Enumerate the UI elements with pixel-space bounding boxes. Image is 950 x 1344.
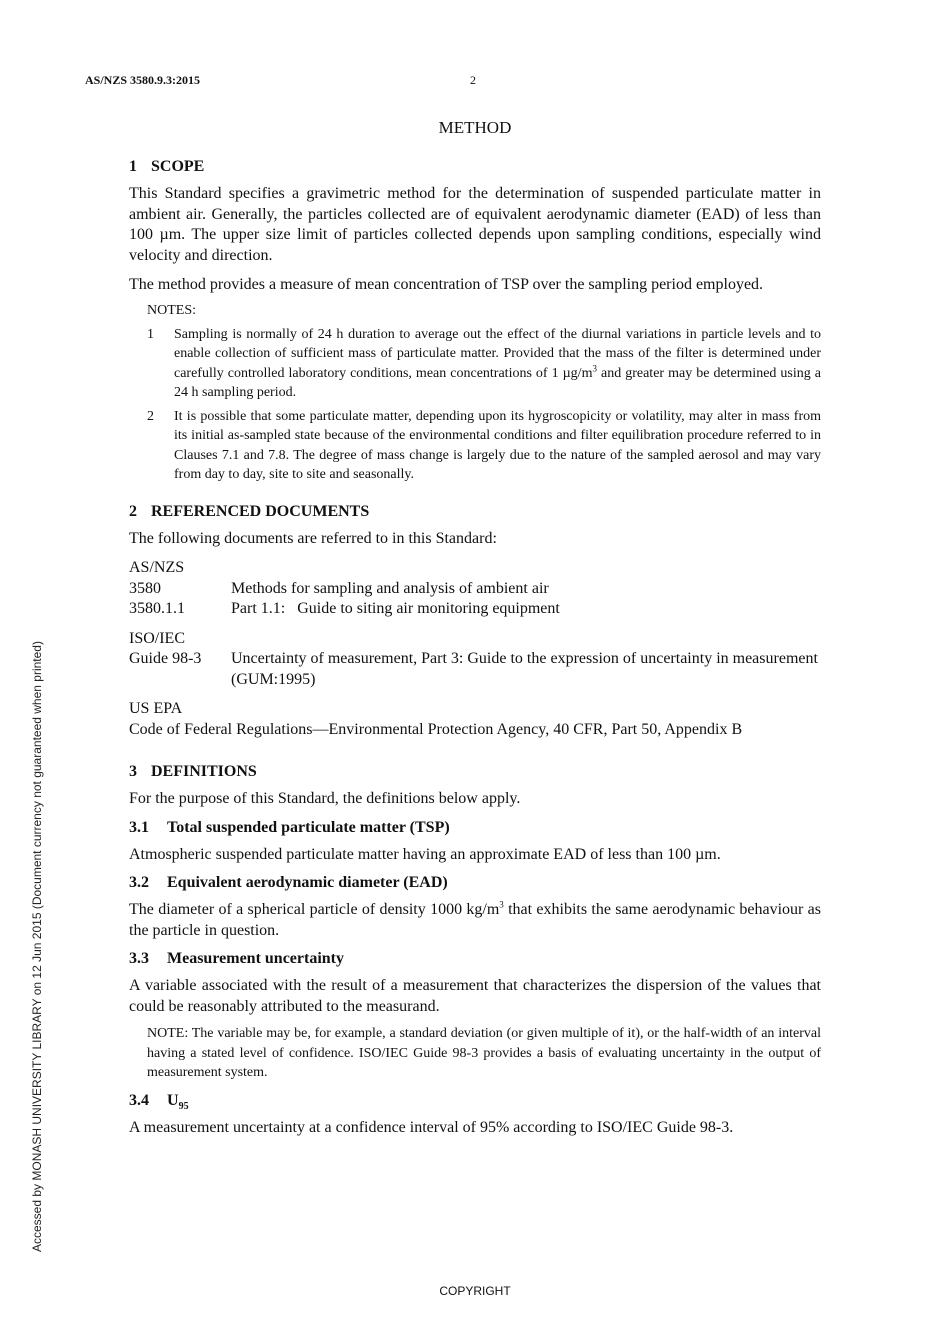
scope-paragraph-2: The method provides a measure of mean concentration of TSP over the sampling period employed. — [129, 276, 764, 293]
section-number: 1 — [129, 158, 137, 175]
references-intro: The following documents are referred to in this Standard: — [129, 529, 497, 547]
note-number: 1 — [147, 326, 154, 342]
definitions-intro: For the purpose of this Standard, the definitions below apply. — [129, 790, 521, 807]
clause-title: Equivalent aerodynamic diameter (EAD) — [167, 874, 448, 891]
reference-row — [129, 599, 821, 620]
clause-number: 3.2 — [129, 874, 149, 891]
reference-org: AS/NZS — [129, 559, 185, 576]
access-watermark: Accessed by MONASH UNIVERSITY LIBRARY on 12 Jun 2015 (Document currency not guaranteed when printed) — [30, 641, 44, 1252]
section-title: REFERENCED DOCUMENTS — [151, 502, 370, 520]
page-number: 2 — [470, 73, 476, 87]
page-body — [129, 118, 821, 1147]
reference-title: Code of Federal Regulations—Environmental Protection Agency, 40 CFR, Part 50, Appendix B — [129, 720, 743, 738]
note-1 — [147, 325, 821, 403]
definition-3-3-text: A variable associated with the result of a measurement that characterizes the dispersion of the values that could be reasonably attributed to the measurand. — [129, 977, 821, 1015]
definition-3-1-text: Atmospheric suspended particulate matter having an approximate EAD of less than 100 µm. — [129, 845, 721, 863]
reference-org: ISO/IEC — [129, 629, 185, 647]
clause-number: 3.3 — [129, 950, 149, 967]
section-2-heading — [129, 503, 821, 521]
reference-group-asnzs — [129, 558, 821, 620]
definition-3-2-heading — [129, 874, 821, 892]
clause-title: Measurement uncertainty — [167, 950, 344, 967]
note-number: 2 — [147, 408, 154, 424]
section-1-heading — [129, 158, 821, 176]
reference-org: US EPA — [129, 700, 183, 717]
notes-label: NOTES: — [147, 302, 196, 318]
copyright-footer: COPYRIGHT — [439, 1284, 511, 1298]
note-text: Sampling is normally of 24 h duration to average out the effect of the diurnal variations in particle levels and to enable collection of sufficient mass of particulate matter. Provided that the mass of the filter is determined under carefully controlled laboratory conditions, mean concentrations of 1 $\mu g/m^3$ and greater may be determined using a 24 h sampling period. — [174, 326, 821, 400]
reference-row — [129, 649, 821, 690]
section-3-heading — [129, 763, 821, 781]
reference-title: Part 1.1: Guide to siting air monitoring equipment — [231, 600, 560, 617]
definition-3-3-note: NOTE: The variable may be, for example, a standard deviation (or given multiple of it), or the half-width of an interval having a stated level of confidence. ISO/IEC Guide 98-3 provides a basis of evaluating uncertainty in the output of measurement system. — [147, 1026, 821, 1080]
reference-code: 3580.1.1 — [129, 600, 185, 617]
page-title: METHOD — [438, 118, 512, 137]
section-number: 3 — [129, 763, 137, 780]
definition-3-4-heading — [129, 1092, 821, 1110]
definition-3-2-text: The diameter of a spherical particle of density 1000 $kg/m^3$ that exhibits the same aerodynamic behaviour as the particle in question. — [129, 899, 821, 939]
clause-number: 3.4 — [129, 1091, 149, 1109]
standard-number: AS/NZS 3580.9.3:2015 — [85, 73, 201, 87]
section-number: 2 — [129, 502, 137, 520]
definition-3-1-heading — [129, 819, 821, 837]
reference-code: Guide 98-3 — [129, 650, 202, 667]
definition-3-4-text: A measurement uncertainty at a confidence interval of 95% according to ISO/IEC Guide 98-3. — [129, 1118, 734, 1136]
clause-number: 3.1 — [129, 818, 149, 836]
note-2 — [147, 407, 821, 485]
section-title: SCOPE — [151, 158, 205, 175]
note-text: It is possible that some particulate matter, depending upon its hygroscopicity or volatility, may alter in mass from its initial as-sampled state because of the environmental conditions and filter equilibration procedure referred to in Clauses 7.1 and 7.8. The degree of mass change is largely due to the nature of the sampled aerosol and may vary from day to day, site to site and seasonally. — [174, 408, 821, 482]
reference-group-usepa — [129, 699, 821, 740]
reference-group-isoiec — [129, 629, 821, 691]
reference-title: Uncertainty of measurement, Part 3: Guide to the expression of uncertainty in measurement (GUM:1995) — [231, 650, 818, 688]
clause-title: $U_{95}$ — [167, 1091, 189, 1112]
section-title: DEFINITIONS — [151, 763, 257, 780]
scope-paragraph-1: This Standard specifies a gravimetric method for the determination of suspended particulate matter in ambient air. Generally, the particles collected are of equivalent aerodynamic diameter (EAD) of less than 100 µm. The upper size limit of particles collected depends upon sampling conditions, especially wind velocity and direction. — [129, 185, 821, 264]
reference-row — [129, 579, 821, 600]
clause-title: Total suspended particulate matter (TSP) — [167, 818, 450, 836]
reference-code: 3580 — [129, 579, 161, 597]
reference-title: Methods for sampling and analysis of ambient air — [231, 579, 549, 597]
definition-3-3-heading — [129, 950, 821, 968]
